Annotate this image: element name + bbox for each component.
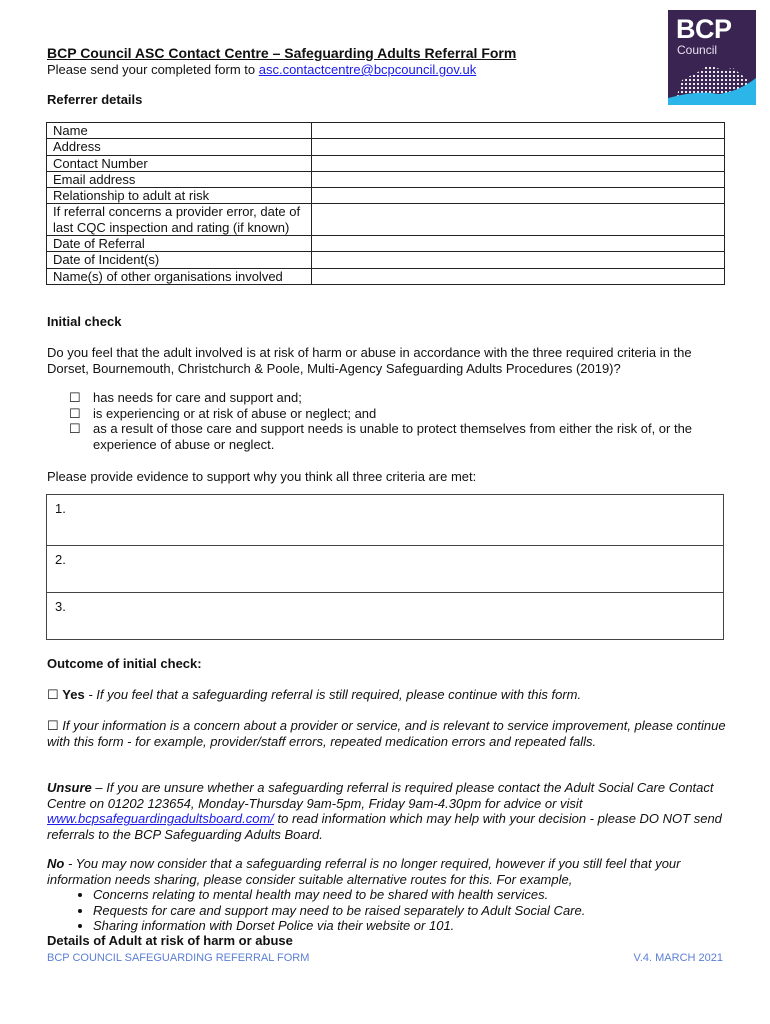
logo-wave-graphic <box>668 10 756 105</box>
table-row <box>47 188 725 204</box>
criteria-text: is experiencing or at risk of abuse or neglect; and <box>93 405 377 421</box>
outcome-heading: Outcome of initial check: <box>47 656 202 671</box>
table-row <box>47 236 725 252</box>
name-field[interactable] <box>312 123 725 139</box>
row-label: Name(s) of other organisations involved <box>47 268 312 284</box>
referrer-heading: Referrer details <box>47 92 143 107</box>
outcome-no: No - You may now consider that a safeguarding referral is no longer required, however if you still feel that your information needs sharing, please consider suitable alternative routes for this. For example, • Concerns relating to mental health may need to be shared with health services. • Requests for care and support may need to be raised separately to Adult Social Care. • Sharing information with Dorset Police via their website or 101. <box>47 856 727 934</box>
logo-text: BCP <box>676 14 732 44</box>
form-title: BCP Council ASC Contact Centre – Safeguarding Adults Referral Form <box>47 45 517 61</box>
row-label: Email address <box>47 171 312 187</box>
evidence-prompt: Please provide evidence to support why you think all three criteria are met: <box>47 469 477 484</box>
outcome-provider: ☐ If your information is a concern about a provider or service, and is relevant to service improvement, please continue with this form - for example, provider/staff errors, repeated medication errors and repeated falls. <box>47 718 726 749</box>
email-link[interactable]: asc.contactcentre@bcpcouncil.gov.uk <box>258 62 477 77</box>
table-row <box>47 252 725 268</box>
other-organisations-field[interactable] <box>312 268 725 284</box>
criteria-list <box>69 390 729 453</box>
safeguarding-board-link[interactable]: www.bcpsafeguardingadultsboard.com/ <box>47 811 274 827</box>
row-label: Address <box>47 139 312 155</box>
criteria-checkbox[interactable]: ☐ <box>69 390 81 405</box>
list-item: • Sharing information with Dorset Police via their website or 101. <box>93 918 727 934</box>
table-row <box>47 123 725 139</box>
footer-right: V.4. MARCH 2021 <box>633 952 723 964</box>
address-field[interactable] <box>312 139 725 155</box>
table-row <box>47 171 725 187</box>
list-item: • Requests for care and support may need to be raised separately to Adult Social Care. <box>93 903 727 919</box>
cqc-field[interactable] <box>312 204 725 236</box>
date-of-referral-field[interactable] <box>312 236 725 252</box>
footer-left: BCP COUNCIL SAFEGUARDING REFERRAL FORM <box>47 952 310 964</box>
row-label: Name <box>47 123 312 139</box>
row-label: Date of Incident(s) <box>47 252 312 268</box>
send-instruction: Please send your completed form to asc.contactcentre@bcpcouncil.gov.uk <box>47 62 477 77</box>
relationship-field[interactable] <box>312 188 725 204</box>
row-label: Contact Number <box>47 155 312 171</box>
referrer-table <box>46 122 725 285</box>
table-row <box>47 268 725 284</box>
table-row <box>47 139 725 155</box>
row-label: Date of Referral <box>47 236 312 252</box>
details-heading: Details of Adult at risk of harm or abuse <box>47 933 293 948</box>
no-options-list <box>47 887 727 934</box>
bcp-council-logo <box>668 10 756 105</box>
list-item: • Concerns relating to mental health may need to be shared with health services. <box>93 887 727 903</box>
email-field[interactable] <box>312 171 725 187</box>
initial-check-heading: Initial check <box>47 314 122 329</box>
criteria-checkbox[interactable]: ☐ <box>69 421 81 437</box>
provider-checkbox[interactable]: ☐ <box>47 718 63 733</box>
evidence-field-2[interactable]: 2. <box>47 546 723 593</box>
date-of-incident-field[interactable] <box>312 252 725 268</box>
contact-number-field[interactable] <box>312 155 725 171</box>
yes-checkbox[interactable]: ☐ <box>47 687 63 702</box>
evidence-field-3[interactable]: 3. <box>55 599 66 614</box>
table-row <box>47 204 725 236</box>
criteria-text: has needs for care and support and; <box>93 390 302 405</box>
outcome-unsure: Unsure – If you are unsure whether a safeguarding referral is required please contact the Adult Social Care Contact Centre on 01202 123654, Monday-Thursday 9am-5pm, Friday 9am-4.30pm for advice or visit www.bcpsafeguardingadultsboard.com/ to read information which may help with your decision - please DO NOT send referrals to the BCP Safeguarding Adults Board. <box>47 780 722 843</box>
evidence-box <box>46 494 724 640</box>
initial-question: Do you feel that the adult involved is at risk of harm or abuse in accordance with the three required criteria in the Dorset, Bournemouth, Christchurch & Poole, Multi-Agency Safeguarding Adults Procedures (2019)? <box>47 345 692 376</box>
criteria-text: as a result of those care and support needs is unable to protect themselves from either the risk of, or the experience of abuse or neglect. <box>93 421 693 453</box>
row-label: Relationship to adult at risk <box>47 188 312 204</box>
logo-subtext: Council <box>677 43 718 57</box>
evidence-field-1[interactable]: 1. <box>47 495 723 546</box>
criteria-checkbox[interactable]: ☐ <box>69 405 81 421</box>
table-row <box>47 155 725 171</box>
row-label: If referral concerns a provider error, date of last CQC inspection and rating (if known) <box>47 204 312 236</box>
outcome-yes: ☐ Yes - If you feel that a safeguarding referral is still required, please continue with this form. <box>47 687 582 702</box>
